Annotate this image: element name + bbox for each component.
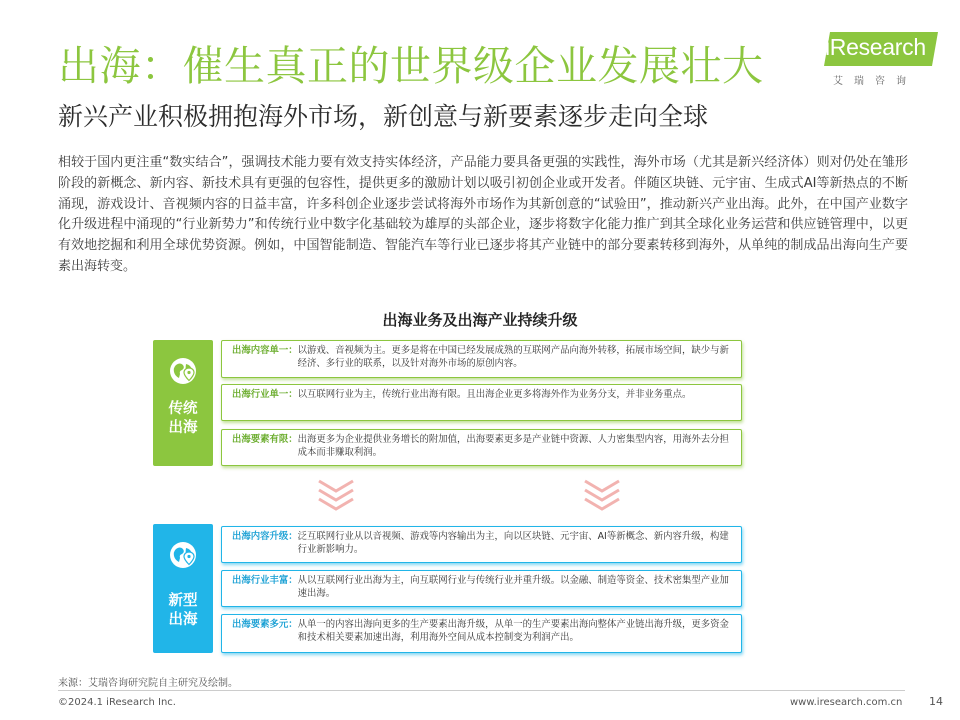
new-card-content: [221, 526, 742, 563]
chevron-down-icon: [582, 478, 622, 512]
card-label: 出海要素有限：: [232, 434, 298, 445]
card-label: 出海内容升级：: [232, 531, 298, 542]
card-text: 以互联网行业为主，传统行业出海有限。且出海企业更多将海外作为业务分支，并非业务重点。: [297, 389, 692, 400]
traditional-label-line1: 传统: [168, 401, 198, 417]
card-text: 从以互联网行业出海为主，向互联网行业与传统行业并重升级。以金融、制造等资金、技术密集型产业加速出海。: [297, 575, 729, 599]
logo-cn: 艾瑞咨询: [833, 76, 917, 87]
new-category: [153, 524, 213, 653]
page-number: 14: [929, 695, 943, 708]
logo-brand: iResearch: [825, 34, 926, 60]
card-text: 泛互联网行业从以音视频、游戏等内容输出为主，向以区块链、元宇宙、AI等新概念、新内容升级，构建行业新影响力。: [297, 531, 729, 555]
page-subtitle: 新兴产业积极拥抱海外市场，新创意与新要素逐步走向全球: [58, 102, 709, 131]
card-text: 从单一的内容出海向更多的生产要素出海升级，从单一的生产要素出海向整体产业链出海升级，更多资金和技术相关要素加速出海，利用海外空间从成本控制变为利润产出。: [297, 619, 729, 643]
source-note: 来源：艾瑞咨询研究院自主研究及绘制。: [58, 678, 238, 689]
new-card-industry: [221, 570, 742, 607]
globe-pin-icon: [168, 540, 198, 570]
card-label: 出海要素多元：: [232, 619, 298, 630]
card-label: 出海行业丰富：: [232, 575, 298, 586]
footer-divider: [58, 690, 905, 691]
globe-pin-icon: [168, 356, 198, 386]
card-text: 出海更多为企业提供业务增长的附加值，出海要素更多是产业链中资源、人力密集型内容，用海外去分担成本而非赚取利润。: [297, 434, 729, 458]
copyright: ©2024.1 iResearch Inc.: [58, 697, 176, 708]
intro-paragraph: 相较于国内更注重“数实结合”，强调技术能力要有效支持实体经济，产品能力要具备更强的实践性，海外市场（尤其是新兴经济体）则对仍处在雏形阶段的新概念、新内容、新技术具有更强的包容性，提供更多的激励计划以吸引初创企业或开发者。伴随区块链、元宇宙、生成式AI等新热点的不断涌现，游戏设计、音视频内容的日益丰富，许多科创企业逐步尝试将海外市场作为其新创意的“试验田”，推动新兴产业出海。此外，在中国产业数字化升级进程中涌现的“行业新势力”和传统行业中数字化基础较为雄厚的头部企业，逐步将数字化能力推广到其全球化业务运营和供应链管理中，以更有效地挖掘和利用全球优势资源。例如，中国智能制造、智能汽车等行业已逐步将其产业链中的部分要素转移到海外，从单纯的制成品出海向生产要素出海转变。: [58, 155, 908, 274]
chevron-down-icon: [316, 478, 356, 512]
card-label: 出海内容单一：: [232, 345, 298, 356]
traditional-card-elements: [221, 429, 742, 466]
new-label-line1: 新型: [168, 593, 198, 609]
card-text: 以游戏、音视频为主。更多是将在中国已经发展成熟的互联网产品向海外转移，拓展市场空间，缺少与新经济、多行业的联系，以及针对海外市场的原创内容。: [297, 345, 729, 369]
traditional-card-industry: [221, 384, 742, 421]
card-label: 出海行业单一：: [232, 389, 298, 400]
new-label: [169, 592, 198, 630]
website-link[interactable]: www.iresearch.com.cn: [790, 697, 903, 708]
traditional-category: [153, 340, 213, 466]
traditional-card-content: [221, 340, 742, 378]
traditional-label: [169, 400, 198, 438]
new-card-elements: [221, 614, 742, 653]
page-title: 出海：催生真正的世界级企业发展壮大: [58, 42, 764, 90]
iresearch-logo: [805, 28, 940, 92]
traditional-label-line2: 出海: [168, 420, 198, 436]
new-label-line2: 出海: [168, 612, 198, 628]
diagram-title: 出海业务及出海产业持续升级: [382, 311, 578, 329]
